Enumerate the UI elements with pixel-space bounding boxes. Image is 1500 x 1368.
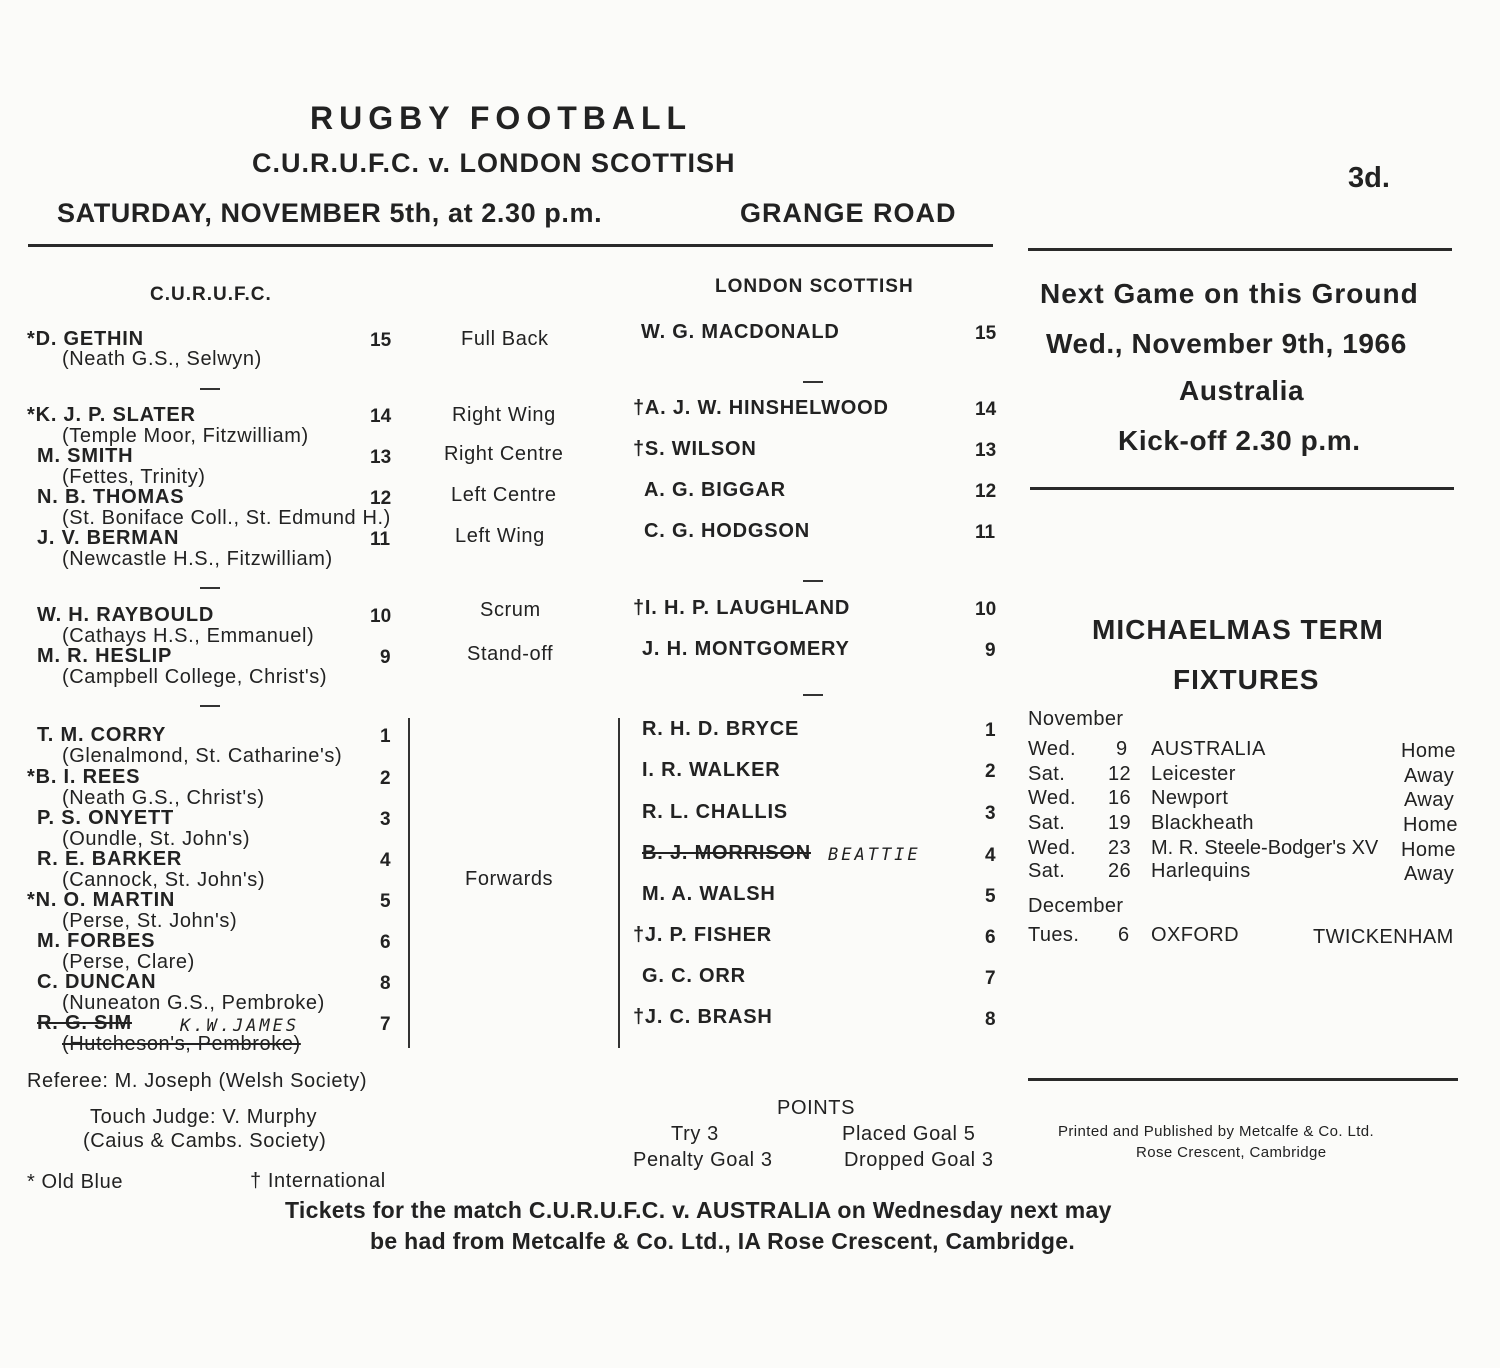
player-school: (Newcastle H.S., Fitzwilliam) — [62, 548, 333, 570]
section-dash — [803, 694, 823, 696]
player-name: W. H. RAYBOULD — [37, 604, 215, 626]
section-dash — [200, 388, 220, 390]
player-school: (Neath G.S., Selwyn) — [62, 348, 262, 370]
player-name: †J. P. FISHER — [633, 924, 772, 946]
fixture-date: 9 — [1116, 738, 1128, 760]
fixture-venue: Home — [1403, 814, 1458, 836]
points-title: POINTS — [777, 1097, 856, 1119]
player-school: (Temple Moor, Fitzwilliam) — [62, 425, 309, 447]
player-number: 6 — [985, 927, 996, 948]
next-game-opponent: Australia — [1179, 375, 1305, 406]
printer-line2: Rose Crescent, Cambridge — [1136, 1144, 1327, 1161]
player-number: 5 — [985, 886, 996, 907]
legend-old-blue: * Old Blue — [27, 1171, 124, 1193]
touch-judge-society: (Caius & Cambs. Society) — [83, 1130, 327, 1152]
player-school: (Glenalmond, St. Catharine's) — [62, 745, 343, 767]
fixture-venue: Home — [1401, 839, 1456, 861]
fixture-opponent: AUSTRALIA — [1151, 738, 1266, 760]
player-number: 6 — [380, 932, 391, 953]
position-full-back: Full Back — [461, 328, 549, 350]
player-number: 11 — [975, 522, 996, 543]
player-name: W. G. MACDONALD — [641, 321, 840, 343]
player-name: *K. J. P. SLATER — [27, 404, 196, 426]
player-name: R. L. CHALLIS — [642, 801, 788, 823]
player-name: T. M. CORRY — [37, 724, 167, 746]
points-placed-goal: Placed Goal 5 — [842, 1123, 976, 1145]
fixture-date: 12 — [1108, 763, 1132, 785]
player-number: 9 — [985, 640, 996, 661]
player-name: G. C. ORR — [642, 965, 746, 987]
player-school: (Perse, St. John's) — [62, 910, 238, 932]
player-number: 14 — [975, 399, 997, 420]
fixture-opponent: Leicester — [1151, 763, 1236, 785]
player-number: 3 — [985, 803, 996, 824]
player-number: 15 — [370, 330, 392, 351]
player-name: C. G. HODGSON — [644, 520, 810, 542]
fixture-date: 26 — [1108, 860, 1132, 882]
section-dash — [803, 580, 823, 582]
next-game-divider — [1030, 487, 1454, 490]
player-school: (Neath G.S., Christ's) — [62, 787, 265, 809]
match-venue: GRANGE ROAD — [740, 198, 957, 228]
fixture-day: Wed. — [1028, 738, 1076, 760]
fixture-venue: Home — [1401, 740, 1456, 762]
fixtures-subtitle: FIXTURES — [1173, 664, 1320, 695]
player-number: 2 — [985, 761, 996, 782]
fixture-day: Wed. — [1028, 787, 1076, 809]
section-dash — [200, 705, 220, 707]
fixtures-bottom-divider — [1028, 1078, 1458, 1081]
player-name: †I. H. P. LAUGHLAND — [633, 597, 851, 619]
fixture-date: 6 — [1118, 924, 1130, 946]
match-date: SATURDAY, NOVEMBER 5th, at 2.30 p.m. — [57, 198, 603, 228]
player-number: 15 — [975, 323, 997, 344]
fixtures-month-november: November — [1028, 708, 1124, 730]
fixture-date: 23 — [1108, 837, 1132, 859]
price: 3d. — [1348, 162, 1390, 194]
points-dropped-goal: Dropped Goal 3 — [844, 1149, 994, 1171]
fixture-opponent: Newport — [1151, 787, 1229, 809]
player-name: R. E. BARKER — [37, 848, 183, 870]
fixture-venue: Away — [1404, 765, 1455, 787]
position-right-wing: Right Wing — [452, 404, 556, 426]
tickets-line1: Tickets for the match C.U.R.U.F.C. v. AUSTRALIA on Wednesday next may — [285, 1197, 1112, 1223]
touch-judge: Touch Judge: V. Murphy — [90, 1106, 318, 1128]
player-name: M. SMITH — [37, 445, 134, 467]
player-number: 3 — [380, 809, 391, 830]
player-number: 5 — [380, 891, 391, 912]
player-name: J. H. MONTGOMERY — [642, 638, 850, 660]
player-name: C. DUNCAN — [37, 971, 157, 993]
player-name: †S. WILSON — [633, 438, 757, 460]
player-name: R. H. D. BRYCE — [642, 718, 800, 740]
player-name: N. B. THOMAS — [37, 486, 185, 508]
match-title: C.U.R.U.F.C. v. LONDON SCOTTISH — [252, 148, 736, 178]
player-number: 1 — [985, 720, 996, 741]
player-number: 7 — [380, 1014, 391, 1035]
next-game-line1: Next Game on this Ground — [1040, 278, 1419, 309]
fixture-opponent: OXFORD — [1151, 924, 1239, 946]
player-name: *B. I. REES — [27, 766, 141, 788]
player-school: (Fettes, Trinity) — [62, 466, 206, 488]
referee: Referee: M. Joseph (Welsh Society) — [27, 1070, 368, 1092]
player-name: *N. O. MARTIN — [27, 889, 176, 911]
forwards-bracket-left — [408, 718, 410, 1048]
player-name: I. R. WALKER — [642, 759, 781, 781]
fixtures-title: MICHAELMAS TERM — [1092, 614, 1384, 645]
section-dash — [200, 587, 220, 589]
fixture-day: Sat. — [1028, 860, 1066, 882]
player-school: (St. Boniface Coll., St. Edmund H.) — [62, 507, 391, 529]
fixture-opponent: Blackheath — [1151, 812, 1254, 834]
fixture-day: Tues. — [1028, 924, 1080, 946]
player-number: 14 — [370, 406, 392, 427]
player-number: 1 — [380, 726, 391, 747]
next-game-kickoff: Kick-off 2.30 p.m. — [1118, 425, 1361, 456]
fixture-venue: Away — [1404, 863, 1455, 885]
sidebar-top-divider — [1028, 248, 1452, 251]
player-name: †A. J. W. HINSHELWOOD — [633, 397, 889, 419]
player-number: 10 — [370, 606, 392, 627]
player-school: (Campbell College, Christ's) — [62, 666, 328, 688]
points-penalty-goal: Penalty Goal 3 — [633, 1149, 773, 1171]
player-number: 4 — [985, 845, 996, 866]
player-school: (Oundle, St. John's) — [62, 828, 251, 850]
position-forwards: Forwards — [465, 868, 554, 890]
player-number: 12 — [975, 481, 997, 502]
player-number: 8 — [380, 973, 391, 994]
player-name-struck: R. G. SIM — [37, 1012, 132, 1034]
player-name: M. A. WALSH — [642, 883, 776, 905]
player-name: M. FORBES — [37, 930, 156, 952]
away-team-heading: LONDON SCOTTISH — [715, 276, 914, 297]
section-dash — [803, 381, 823, 383]
page-title: RUGBY FOOTBALL — [310, 100, 693, 136]
handwritten-replacement: K.W.JAMES — [180, 1016, 300, 1036]
player-name: J. V. BERMAN — [37, 527, 180, 549]
player-name: A. G. BIGGAR — [644, 479, 786, 501]
fixture-date: 19 — [1108, 812, 1132, 834]
fixture-venue: Away — [1404, 789, 1455, 811]
forwards-bracket-right — [618, 718, 620, 1048]
player-school-struck: (Hutcheson's, Pembroke) — [62, 1033, 301, 1055]
fixture-date: 16 — [1108, 787, 1132, 809]
printer-line1: Printed and Published by Metcalfe & Co. Ltd. — [1058, 1123, 1375, 1140]
fixtures-month-december: December — [1028, 895, 1124, 917]
handwritten-replacement: BEATTIE — [828, 845, 921, 865]
legend-international: † International — [250, 1170, 386, 1192]
player-name: M. R. HESLIP — [37, 645, 173, 667]
player-name: †J. C. BRASH — [633, 1006, 773, 1028]
player-number: 13 — [975, 440, 997, 461]
player-school: (Nuneaton G.S., Pembroke) — [62, 992, 325, 1014]
player-number: 8 — [985, 1009, 996, 1030]
home-team-heading: C.U.R.U.F.C. — [150, 284, 272, 305]
player-number: 2 — [380, 768, 391, 789]
fixture-day: Sat. — [1028, 812, 1066, 834]
player-number: 10 — [975, 599, 997, 620]
player-number: 13 — [370, 447, 392, 468]
fixture-day: Sat. — [1028, 763, 1066, 785]
position-left-centre: Left Centre — [451, 484, 557, 506]
position-scrum: Scrum — [480, 599, 541, 621]
player-name-struck: B. J. MORRISON — [642, 842, 811, 864]
fixture-opponent: M. R. Steele-Bodger's XV — [1151, 837, 1379, 859]
position-left-wing: Left Wing — [455, 525, 545, 547]
player-number: 12 — [370, 488, 392, 509]
position-stand-off: Stand-off — [467, 643, 554, 665]
player-school: (Perse, Clare) — [62, 951, 195, 973]
points-try: Try 3 — [671, 1123, 719, 1145]
player-number: 11 — [370, 529, 391, 550]
next-game-date: Wed., November 9th, 1966 — [1046, 328, 1407, 359]
player-number: 7 — [985, 968, 996, 989]
tickets-line2: be had from Metcalfe & Co. Ltd., IA Rose Crescent, Cambridge. — [370, 1228, 1076, 1254]
fixture-opponent: Harlequins — [1151, 860, 1251, 882]
player-school: (Cannock, St. John's) — [62, 869, 266, 891]
player-number: 4 — [380, 850, 391, 871]
player-number: 9 — [380, 647, 391, 668]
header-divider — [28, 244, 993, 247]
fixture-day: Wed. — [1028, 837, 1076, 859]
player-school: (Cathays H.S., Emmanuel) — [62, 625, 315, 647]
player-name: *D. GETHIN — [27, 328, 144, 350]
position-right-centre: Right Centre — [444, 443, 564, 465]
player-name: P. S. ONYETT — [37, 807, 175, 829]
fixture-venue: TWICKENHAM — [1313, 926, 1454, 948]
